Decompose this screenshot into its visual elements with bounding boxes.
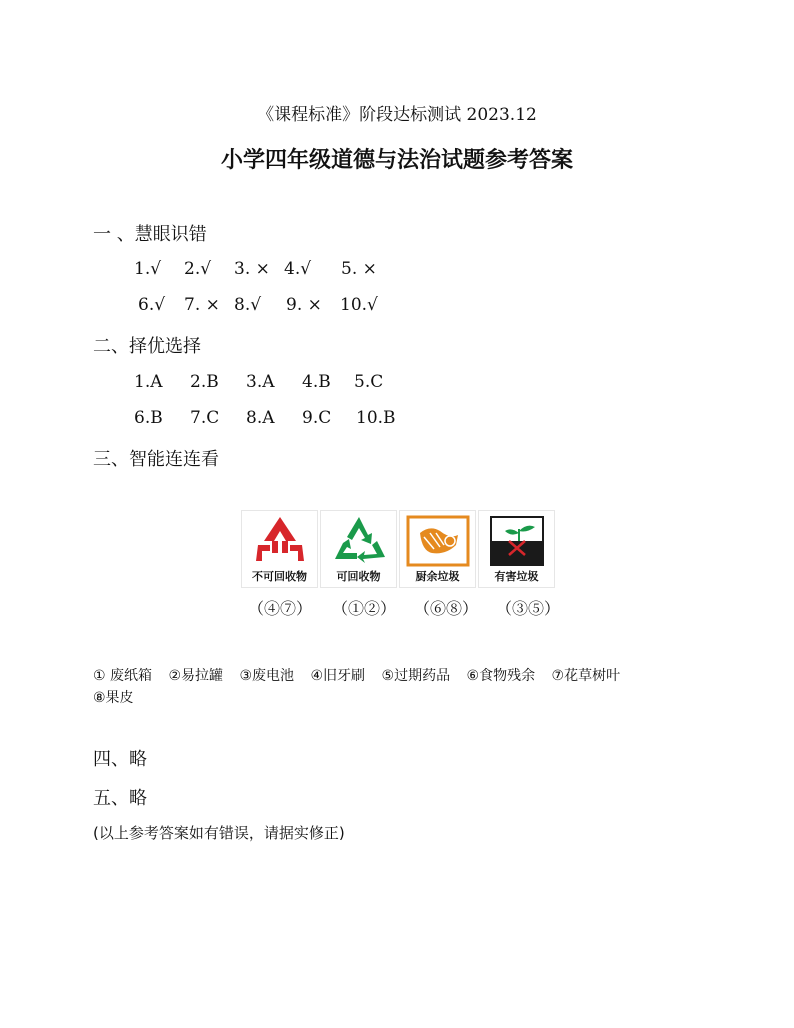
- answer-item: 8.√: [234, 295, 262, 315]
- section-4-heading: 四、略: [93, 749, 147, 770]
- category-answer: （③⑤）: [496, 599, 561, 618]
- section-2-row-2: [134, 408, 406, 428]
- hazardous-waste-card: [478, 510, 555, 588]
- icon-caption: 不可回收物: [252, 570, 307, 583]
- section-3-heading: 三、智能连连看: [93, 449, 219, 470]
- answer-item: 9. ×: [286, 295, 322, 315]
- answer-item: 4.√: [284, 259, 312, 279]
- answer-item: 1.√: [134, 259, 162, 279]
- answer-item: 1.A: [134, 372, 163, 392]
- category-answer: （⑥⑧）: [414, 599, 479, 618]
- legend-item: ⑦花草树叶: [551, 668, 621, 684]
- answer-item: 8.A: [246, 408, 275, 428]
- non-recyclable-card: [241, 510, 318, 588]
- footer-note: (以上参考答案如有错误，请据实修正): [93, 824, 345, 842]
- answer-item: 6.B: [134, 408, 163, 428]
- answer-item: 2.B: [190, 372, 219, 392]
- page-title: 小学四年级道德与法治试题参考答案: [220, 148, 573, 173]
- kitchen-waste-card: [399, 510, 476, 588]
- legend-item: ⑤过期药品: [381, 668, 451, 684]
- icon-caption: 厨余垃圾: [415, 570, 460, 583]
- legend-item: ⑧果皮: [93, 690, 134, 706]
- category-answer: （④⑦）: [248, 599, 313, 618]
- answer-item: 3.A: [246, 372, 275, 392]
- answer-item: 6.√: [138, 295, 166, 315]
- answer-item: 3. ×: [234, 259, 270, 279]
- legend-item: ① 废纸箱: [93, 668, 153, 684]
- legend-item: ③废电池: [239, 668, 295, 684]
- non-recyclable-icon: [242, 511, 319, 571]
- kitchen-waste-icon: [400, 511, 477, 571]
- section-1-row-2: [138, 295, 390, 315]
- recyclable-card: [320, 510, 397, 588]
- section-2-heading: 二、择优选择: [93, 336, 201, 357]
- waste-category-icons: [241, 510, 555, 588]
- icon-caption: 有害垃圾: [494, 570, 539, 583]
- page-header: 《课程标准》阶段达标测试 2023.12: [257, 105, 537, 125]
- answer-item: 7.C: [190, 408, 220, 428]
- recyclable-icon: [321, 511, 398, 571]
- section-5-heading: 五、略: [93, 788, 147, 809]
- section-1-row-1: [134, 259, 391, 279]
- legend-item: ②易拉罐: [168, 668, 224, 684]
- answer-item: 9.C: [302, 408, 332, 428]
- section-2-row-1: [134, 372, 404, 392]
- answer-item: 10.√: [340, 295, 378, 315]
- answer-item: 10.B: [356, 408, 396, 428]
- answer-item: 5.C: [354, 372, 384, 392]
- answer-item: 2.√: [184, 259, 212, 279]
- item-legend: [93, 665, 713, 709]
- icon-caption: 可回收物: [336, 570, 381, 583]
- category-answer-groups: [248, 596, 566, 619]
- section-1-heading: 一 、慧眼识错: [93, 224, 207, 245]
- answer-item: 4.B: [302, 372, 331, 392]
- answer-item: 5. ×: [341, 259, 377, 279]
- hazardous-waste-icon: [479, 511, 556, 571]
- category-answer: （①②）: [332, 599, 397, 618]
- answer-item: 7. ×: [184, 295, 220, 315]
- legend-item: ④旧牙刷: [310, 668, 366, 684]
- legend-item: ⑥食物残余: [466, 668, 536, 684]
